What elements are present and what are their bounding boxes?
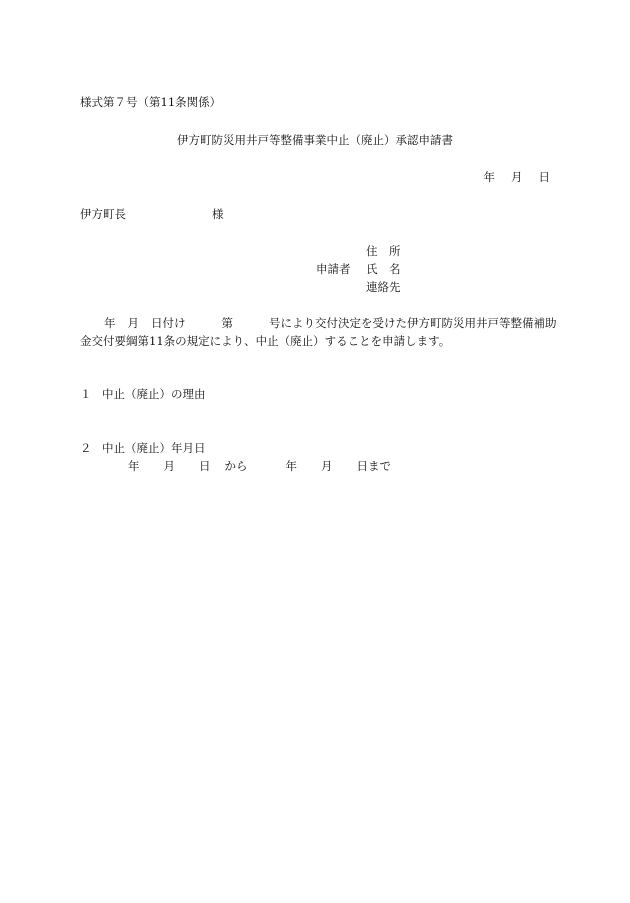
period-end-day: 日まで <box>356 459 391 473</box>
applicant-name-row <box>316 260 446 278</box>
period-line <box>128 459 391 474</box>
applicant-contact-label: 連絡先 <box>366 279 401 294</box>
addressee <box>80 207 224 222</box>
date-month: 月 <box>511 170 523 184</box>
applicant-address-row <box>316 242 446 260</box>
addressee-honorific: 様 <box>212 207 224 221</box>
period-from: から <box>224 459 248 473</box>
body-year: 年 <box>104 316 116 330</box>
applicant-role: 申請者 <box>316 261 351 276</box>
body-month: 月 <box>127 316 139 330</box>
item-reason-number: １ <box>80 387 92 401</box>
period-start-year: 年 <box>128 459 140 473</box>
item-date <box>80 441 206 456</box>
item-date-label: 中止（廃止）年月日 <box>102 441 206 455</box>
date-year: 年 <box>483 170 495 184</box>
applicant-contact-row <box>316 278 446 296</box>
period-start-day: 日 <box>199 459 211 473</box>
period-end-year: 年 <box>285 459 297 473</box>
date-day: 日 <box>538 170 550 184</box>
item-reason-label: 中止（廃止）の理由 <box>102 387 206 401</box>
body-day-dated: 日付け <box>151 316 186 330</box>
item-date-number: ２ <box>80 441 92 455</box>
body-paragraph <box>80 314 560 350</box>
document-title: 伊方町防災用井戸等整備事業中止（廃止）承認申請書 <box>177 133 453 147</box>
body-number-prefix: 第 <box>221 316 233 330</box>
form-number: 様式第７号（第11条関係） <box>80 95 222 109</box>
addressee-name: 伊方町長 <box>80 207 126 221</box>
applicant-name-label: 氏 名 <box>366 261 401 276</box>
body-text: 号により交付決定を受けた伊方町防災用井戸等整備補助金交付要綱第11条の規定により、中止（廃止）することを申請します。 <box>80 316 557 348</box>
applicant-block <box>316 242 446 296</box>
item-reason <box>80 387 206 402</box>
date-line <box>484 170 551 185</box>
period-end-month: 月 <box>321 459 333 473</box>
period-start-month: 月 <box>163 459 175 473</box>
applicant-address-label: 住 所 <box>366 243 401 258</box>
